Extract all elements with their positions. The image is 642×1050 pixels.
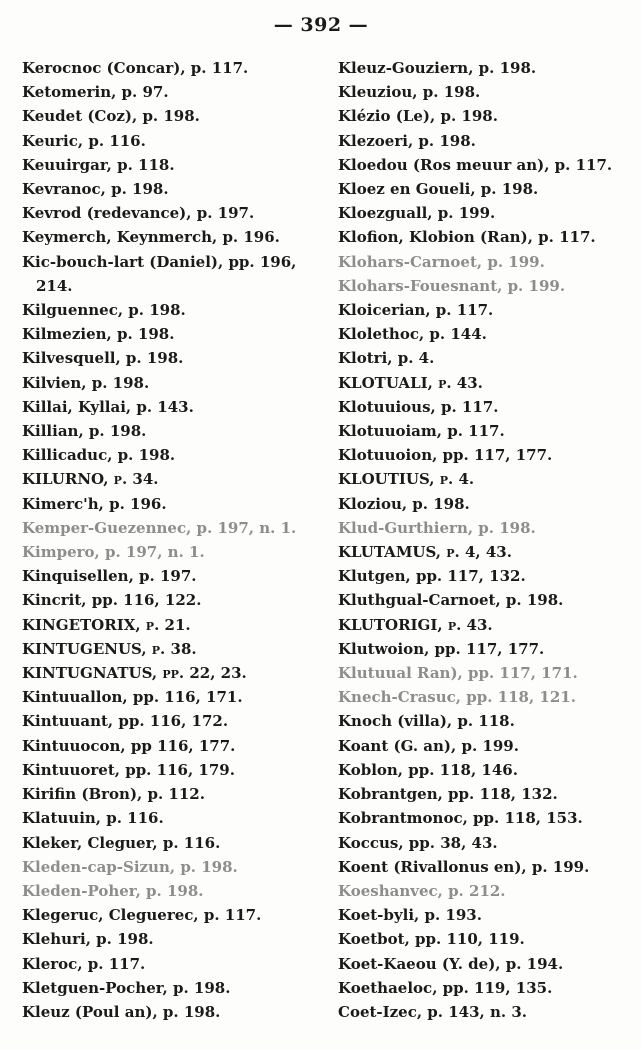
index-entry: Koethaeloc, pp. 119, 135. xyxy=(338,978,553,997)
index-entry: Killian, p. 198. xyxy=(22,422,147,441)
index-entry: KLOTUALI, p. 43. xyxy=(338,373,483,392)
index-entry: Kleuziou, p. 198. xyxy=(338,83,481,102)
index-entry: Koent (Rivallonus en), p. 199. xyxy=(338,857,590,876)
index-entry: Coet-Izec, p. 143, n. 3. xyxy=(338,1002,527,1021)
index-entry: Kleuz (Poul an), p. 198. xyxy=(22,1002,221,1021)
index-entry: Kilvien, p. 198. xyxy=(22,373,150,392)
index-entry: Kic-bouch-lart (Daniel), pp. 196, xyxy=(22,252,297,271)
index-entry: Kimpero, p. 197, n. 1. xyxy=(22,543,205,562)
index-entry: Kloedou (Ros meuur an), p. 117. xyxy=(338,155,613,174)
index-entry: Kleker, Cleguer, p. 116. xyxy=(22,833,221,852)
index-entry: KINTUGENUS, p. 38. xyxy=(22,639,197,658)
index-entry: Kinquisellen, p. 197. xyxy=(22,567,197,586)
index-entry: Kilvesquell, p. 198. xyxy=(22,349,184,368)
index-entry: Kintuuoret, pp. 116, 179. xyxy=(22,760,235,779)
index-entry: Klohars-Fouesnant, p. 199. xyxy=(338,276,566,295)
index-entry: Killicaduc, p. 198. xyxy=(22,446,176,465)
index-entry: Kloicerian, p. 117. xyxy=(338,301,494,320)
index-entry: Klotri, p. 4. xyxy=(338,349,435,368)
index-entry: KILURNO, p. 34. xyxy=(22,470,159,489)
index-entry: Kincrit, pp. 116, 122. xyxy=(22,591,202,610)
index-entry: Kevrod (redevance), p. 197. xyxy=(22,204,255,223)
index-entry: Klehuri, p. 198. xyxy=(22,930,154,949)
index-entry: KLOUTIUS, p. 4. xyxy=(338,470,475,489)
index-entry: Kirifin (Bron), p. 112. xyxy=(22,785,205,804)
index-entry: Kleroc, p. 117. xyxy=(22,954,146,973)
index-entry: Keymerch, Keynmerch, p. 196. xyxy=(22,228,280,247)
page-number: — 392 — xyxy=(273,14,369,36)
index-column-right xyxy=(338,56,638,1024)
index-entry: Klutuual Ran), pp. 117, 171. xyxy=(338,664,578,683)
index-entry: Klatuuin, p. 116. xyxy=(22,809,164,828)
index-entry: Koetbot, pp. 110, 119. xyxy=(338,930,525,949)
index-entry: Kemper-Guezennec, p. 197, n. 1. xyxy=(22,518,297,537)
index-entry: Kletguen-Pocher, p. 198. xyxy=(22,978,231,997)
index-entry: Klutwoion, pp. 117, 177. xyxy=(338,639,545,658)
index-entry: Kerocnoc (Concar), p. 117. xyxy=(22,59,249,77)
index-entry: Kilguennec, p. 198. xyxy=(22,301,186,320)
index-entry: Kobrantmonoc, pp. 118, 153. xyxy=(338,809,583,828)
index-entry: Kevranoc, p. 198. xyxy=(22,180,169,199)
index-entry: Klegeruc, Cleguerec, p. 117. xyxy=(22,906,262,925)
index-entry-continuation: 214. xyxy=(36,276,73,295)
index-entry: KINTUGNATUS, pp. 22, 23. xyxy=(22,664,247,683)
index-entry: Koet-byli, p. 193. xyxy=(338,906,482,925)
index-entry: Kintuuocon, pp 116, 177. xyxy=(22,736,236,755)
index-entry: Kobrantgen, pp. 118, 132. xyxy=(338,785,558,804)
index-column-left xyxy=(22,56,322,1024)
index-entry: Killai, Kyllai, p. 143. xyxy=(22,397,194,416)
index-entry: Klofion, Klobion (Ran), p. 117. xyxy=(338,228,596,247)
index-entry: Kintuuant, pp. 116, 172. xyxy=(22,712,229,731)
index-entry: Klotuuoiam, p. 117. xyxy=(338,422,505,441)
index-entry: Koccus, pp. 38, 43. xyxy=(338,833,498,852)
index-entry: Koblon, pp. 118, 146. xyxy=(338,760,518,779)
index-entry: Klohars-Carnoet, p. 199. xyxy=(338,252,545,271)
index-entry: Ketomerin, p. 97. xyxy=(22,83,169,102)
index-entry: Klutgen, pp. 117, 132. xyxy=(338,567,526,586)
index-entry: Kluthgual-Carnoet, p. 198. xyxy=(338,591,564,610)
index-entry: Klolethoc, p. 144. xyxy=(338,325,487,344)
index-entry: Knech-Crasuc, pp. 118, 121. xyxy=(338,688,576,707)
index-entry: Kloziou, p. 198. xyxy=(338,494,470,513)
index-entry: Klezoeri, p. 198. xyxy=(338,131,476,150)
index-entry: Kleden-Poher, p. 198. xyxy=(22,881,204,900)
index-entry: Koant (G. an), p. 199. xyxy=(338,736,519,755)
index-entry: Koeshanvec, p. 212. xyxy=(338,881,506,900)
index-entry: Klotuuoion, pp. 117, 177. xyxy=(338,446,553,465)
index-entry: Keuric, p. 116. xyxy=(22,131,146,150)
index-entry: KLUTORIGI, p. 43. xyxy=(338,615,493,634)
index-entry: Kloezguall, p. 199. xyxy=(338,204,496,223)
index-entry: KLUTAMUS, p. 4, 43. xyxy=(338,543,512,562)
index-entry: Keudet (Coz), p. 198. xyxy=(22,107,200,126)
index-entry: Klud-Gurthiern, p. 198. xyxy=(338,518,536,537)
index-entry: Klotuuious, p. 117. xyxy=(338,397,499,416)
index-entry: Kilmezien, p. 198. xyxy=(22,325,175,344)
index-entry: Koet-Kaeou (Y. de), p. 194. xyxy=(338,954,564,973)
index-entry: Kintuuallon, pp. 116, 171. xyxy=(22,688,243,707)
index-entry: KINGETORIX, p. 21. xyxy=(22,615,191,634)
index-entry: Keuuirgar, p. 118. xyxy=(22,155,175,174)
index-entry: Kloez en Goueli, p. 198. xyxy=(338,180,539,199)
index-entry: Kimerc'h, p. 196. xyxy=(22,494,167,513)
index-entry: Kleden-cap-Sizun, p. 198. xyxy=(22,857,238,876)
index-entry: Kleuz-Gouziern, p. 198. xyxy=(338,59,537,77)
index-entry: Knoch (villa), p. 118. xyxy=(338,712,515,731)
index-entry: Klézio (Le), p. 198. xyxy=(338,107,498,126)
